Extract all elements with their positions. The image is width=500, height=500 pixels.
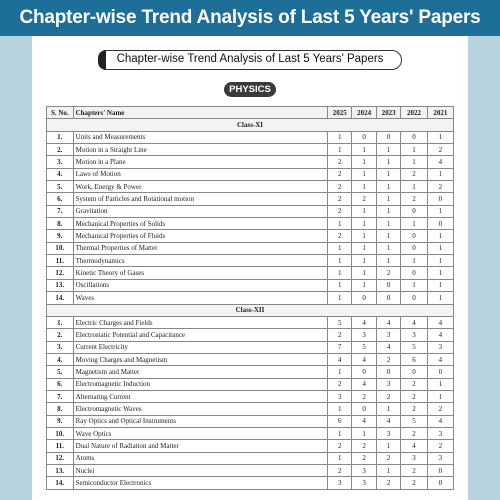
row-year-count: 2 [376, 390, 400, 402]
row-year-count: 0 [401, 292, 427, 304]
row-sno: 9. [47, 230, 74, 242]
row-year-count: 1 [327, 144, 351, 156]
row-year-count: 4 [376, 316, 400, 328]
section-row [47, 119, 454, 131]
row-year-count: 2 [401, 390, 427, 402]
table-row [47, 267, 454, 279]
section-title: Class-XI [47, 119, 454, 131]
row-year-count: 1 [327, 452, 351, 464]
table-row [47, 242, 454, 254]
row-year-count: 2 [327, 193, 351, 205]
row-year-count: 2 [401, 403, 427, 415]
row-year-count: 1 [401, 255, 427, 267]
row-sno: 12. [47, 267, 74, 279]
table-row [47, 181, 454, 193]
row-year-count: 2 [327, 181, 351, 193]
row-year-count: 4 [401, 316, 427, 328]
row-year-count: 1 [427, 378, 453, 390]
row-year-count: 1 [427, 279, 453, 291]
row-year-count: 0 [401, 242, 427, 254]
row-year-count: 2 [427, 144, 453, 156]
row-sno: 11. [47, 440, 74, 452]
row-year-count: 3 [376, 427, 400, 439]
row-year-count: 1 [376, 464, 400, 476]
row-year-count: 4 [352, 316, 376, 328]
row-year-count: 3 [376, 378, 400, 390]
row-year-count: 1 [376, 205, 400, 217]
row-year-count: 0 [376, 366, 400, 378]
row-year-count: 3 [376, 329, 400, 341]
row-year-count: 6 [327, 415, 351, 427]
row-year-count: 1 [376, 168, 400, 180]
row-year-count: 0 [376, 131, 400, 143]
row-chapter-name: Electromagnetic Waves [73, 403, 327, 415]
row-year-count: 1 [401, 279, 427, 291]
row-year-count: 4 [401, 440, 427, 452]
row-year-count: 1 [376, 144, 400, 156]
header-chapter-name: Chapters' Name [73, 107, 327, 119]
row-year-count: 0 [427, 193, 453, 205]
row-year-count: 1 [352, 181, 376, 193]
row-year-count: 1 [427, 255, 453, 267]
row-year-count: 2 [401, 427, 427, 439]
row-sno: 10. [47, 427, 74, 439]
row-year-count: 3 [352, 464, 376, 476]
row-year-count: 4 [427, 353, 453, 365]
row-year-count: 1 [427, 267, 453, 279]
row-sno: 2. [47, 144, 74, 156]
row-year-count: 1 [401, 156, 427, 168]
header-year: 2022 [401, 107, 427, 119]
subtitle: Chapter-wise Trend Analysis of Last 5 Years' Papers [98, 50, 402, 70]
header-year: 2025 [327, 107, 351, 119]
table-row [47, 131, 454, 143]
table-header-row [47, 107, 454, 119]
table-row [47, 205, 454, 217]
row-year-count: 1 [376, 181, 400, 193]
row-year-count: 1 [376, 218, 400, 230]
row-year-count: 1 [352, 267, 376, 279]
table-row [47, 168, 454, 180]
row-chapter-name: Units and Measurements [73, 131, 327, 143]
row-sno: 14. [47, 292, 74, 304]
table-row [47, 193, 454, 205]
row-year-count: 4 [427, 329, 453, 341]
row-year-count: 2 [327, 378, 351, 390]
header-year: 2021 [427, 107, 453, 119]
row-year-count: 1 [427, 292, 453, 304]
row-year-count: 0 [401, 230, 427, 242]
row-year-count: 4 [327, 353, 351, 365]
row-chapter-name: Thermal Properties of Matter [73, 242, 327, 254]
row-year-count: 0 [352, 292, 376, 304]
row-year-count: 2 [427, 403, 453, 415]
row-year-count: 4 [427, 156, 453, 168]
row-year-count: 1 [376, 403, 400, 415]
row-chapter-name: Wave Optics [73, 427, 327, 439]
row-sno: 7. [47, 205, 74, 217]
row-year-count: 1 [327, 279, 351, 291]
row-chapter-name: Atoms [73, 452, 327, 464]
table-row [47, 279, 454, 291]
row-sno: 10. [47, 242, 74, 254]
row-sno: 3. [47, 156, 74, 168]
row-year-count: 2 [327, 440, 351, 452]
row-year-count: 2 [327, 205, 351, 217]
row-sno: 11. [47, 255, 74, 267]
row-sno: 14. [47, 477, 74, 489]
row-year-count: 3 [401, 452, 427, 464]
row-year-count: 1 [352, 144, 376, 156]
header-year: 2023 [376, 107, 400, 119]
row-chapter-name: Nuclei [73, 464, 327, 476]
row-sno: 13. [47, 464, 74, 476]
table-row [47, 390, 454, 402]
trend-table [46, 106, 454, 490]
row-year-count: 2 [427, 181, 453, 193]
row-sno: 8. [47, 403, 74, 415]
row-sno: 5. [47, 366, 74, 378]
subtitle-accent [98, 50, 106, 70]
row-year-count: 2 [352, 440, 376, 452]
row-year-count: 1 [352, 255, 376, 267]
row-chapter-name: Kinetic Theory of Gases [73, 267, 327, 279]
table-row [47, 156, 454, 168]
table-row [47, 440, 454, 452]
row-year-count: 1 [327, 427, 351, 439]
row-year-count: 6 [401, 353, 427, 365]
row-year-count: 1 [327, 131, 351, 143]
table-row [47, 464, 454, 476]
row-year-count: 1 [352, 205, 376, 217]
row-year-count: 4 [352, 415, 376, 427]
row-year-count: 1 [376, 255, 400, 267]
row-year-count: 0 [401, 366, 427, 378]
row-year-count: 1 [376, 156, 400, 168]
table-row [47, 378, 454, 390]
table-row [47, 329, 454, 341]
row-sno: 4. [47, 168, 74, 180]
row-chapter-name: Moving Charges and Magnetism [73, 353, 327, 365]
row-year-count: 2 [401, 464, 427, 476]
row-year-count: 1 [327, 242, 351, 254]
row-chapter-name: Current Electricity [73, 341, 327, 353]
row-year-count: 1 [352, 168, 376, 180]
row-sno: 7. [47, 390, 74, 402]
row-year-count: 0 [376, 292, 400, 304]
row-year-count: 1 [401, 144, 427, 156]
row-sno: 5. [47, 181, 74, 193]
row-sno: 1. [47, 316, 74, 328]
header-year: 2024 [352, 107, 376, 119]
row-year-count: 2 [352, 390, 376, 402]
row-chapter-name: Dual Nature of Radiation and Matter [73, 440, 327, 452]
row-sno: 6. [47, 193, 74, 205]
row-year-count: 3 [427, 427, 453, 439]
row-year-count: 1 [427, 242, 453, 254]
row-year-count: 7 [327, 341, 351, 353]
row-year-count: 3 [352, 329, 376, 341]
table-row [47, 255, 454, 267]
row-year-count: 1 [352, 242, 376, 254]
row-year-count: 3 [401, 329, 427, 341]
table-row [47, 415, 454, 427]
row-sno: 12. [47, 452, 74, 464]
document-page [32, 36, 468, 500]
table-row [47, 341, 454, 353]
row-year-count: 1 [376, 230, 400, 242]
row-year-count: 2 [401, 378, 427, 390]
row-year-count: 1 [427, 390, 453, 402]
row-chapter-name: Laws of Motion [73, 168, 327, 180]
row-year-count: 2 [376, 477, 400, 489]
banner-title: Chapter-wise Trend Analysis of Last 5 Years' Papers [0, 0, 500, 36]
row-year-count: 4 [352, 378, 376, 390]
table-row [47, 403, 454, 415]
row-year-count: 0 [401, 131, 427, 143]
row-year-count: 2 [376, 353, 400, 365]
row-chapter-name: Oscillations [73, 279, 327, 291]
row-chapter-name: Motion in a Plane [73, 156, 327, 168]
row-year-count: 1 [327, 267, 351, 279]
row-chapter-name: Semiconductor Electronics [73, 477, 327, 489]
row-year-count: 1 [327, 403, 351, 415]
row-year-count: 2 [376, 452, 400, 464]
row-chapter-name: Mechanical Properties of Fluids [73, 230, 327, 242]
row-chapter-name: Electric Charges and Fields [73, 316, 327, 328]
row-year-count: 4 [376, 415, 400, 427]
row-chapter-name: Alternating Current [73, 390, 327, 402]
row-year-count: 1 [352, 279, 376, 291]
row-year-count: 1 [327, 292, 351, 304]
row-year-count: 5 [327, 316, 351, 328]
row-year-count: 0 [352, 366, 376, 378]
row-year-count: 1 [376, 242, 400, 254]
table-row [47, 452, 454, 464]
row-sno: 6. [47, 378, 74, 390]
row-year-count: 3 [327, 390, 351, 402]
row-sno: 8. [47, 218, 74, 230]
row-sno: 1. [47, 131, 74, 143]
row-chapter-name: Electromagnetic Induction [73, 378, 327, 390]
row-year-count: 2 [327, 464, 351, 476]
section-row [47, 304, 454, 316]
row-year-count: 1 [376, 193, 400, 205]
row-year-count: 0 [352, 403, 376, 415]
row-year-count: 2 [376, 267, 400, 279]
row-year-count: 2 [401, 477, 427, 489]
row-year-count: 4 [427, 415, 453, 427]
table-row [47, 316, 454, 328]
row-year-count: 1 [352, 427, 376, 439]
row-year-count: 0 [352, 131, 376, 143]
row-year-count: 5 [401, 415, 427, 427]
table-row [47, 218, 454, 230]
header-sno: S. No. [47, 107, 74, 119]
row-year-count: 0 [401, 267, 427, 279]
row-chapter-name: Magnetism and Matter [73, 366, 327, 378]
row-year-count: 4 [352, 353, 376, 365]
row-year-count: 1 [401, 181, 427, 193]
row-year-count: 2 [352, 452, 376, 464]
table-body [47, 119, 454, 489]
row-year-count: 2 [327, 230, 351, 242]
section-title: Class-XII [47, 304, 454, 316]
row-year-count: 0 [427, 218, 453, 230]
table-row [47, 144, 454, 156]
row-chapter-name: Ray Optics and Optical Instruments [73, 415, 327, 427]
row-year-count: 3 [352, 477, 376, 489]
table-row [47, 427, 454, 439]
row-year-count: 4 [376, 341, 400, 353]
row-year-count: 1 [427, 131, 453, 143]
row-year-count: 2 [327, 168, 351, 180]
table-row [47, 353, 454, 365]
row-year-count: 3 [427, 341, 453, 353]
row-year-count: 2 [352, 193, 376, 205]
row-year-count: 1 [352, 230, 376, 242]
row-chapter-name: Waves [73, 292, 327, 304]
row-chapter-name: Electrostatic Potential and Capacitance [73, 329, 327, 341]
row-year-count: 1 [427, 168, 453, 180]
row-year-count: 0 [376, 279, 400, 291]
table-row [47, 477, 454, 489]
row-sno: 13. [47, 279, 74, 291]
row-year-count: 5 [352, 341, 376, 353]
table-row [47, 366, 454, 378]
row-chapter-name: Work, Energy & Power [73, 181, 327, 193]
row-year-count: 1 [376, 440, 400, 452]
row-year-count: 2 [427, 440, 453, 452]
row-year-count: 1 [327, 255, 351, 267]
row-year-count: 1 [352, 156, 376, 168]
row-year-count: 0 [427, 464, 453, 476]
row-sno: 4. [47, 353, 74, 365]
row-year-count: 0 [427, 477, 453, 489]
row-year-count: 2 [401, 168, 427, 180]
row-year-count: 1 [352, 218, 376, 230]
row-chapter-name: Motion in a Straight Line [73, 144, 327, 156]
row-year-count: 3 [427, 452, 453, 464]
row-chapter-name: Mechanical Properties of Solids [73, 218, 327, 230]
row-year-count: 0 [427, 366, 453, 378]
row-chapter-name: System of Particles and Rotational motion [73, 193, 327, 205]
row-sno: 2. [47, 329, 74, 341]
row-year-count: 1 [327, 218, 351, 230]
row-year-count: 0 [401, 205, 427, 217]
table-row [47, 292, 454, 304]
row-sno: 9. [47, 415, 74, 427]
row-year-count: 2 [401, 193, 427, 205]
row-year-count: 2 [327, 329, 351, 341]
row-year-count: 5 [401, 341, 427, 353]
subject-badge: PHYSICS [224, 82, 276, 97]
table-row [47, 230, 454, 242]
row-chapter-name: Thermodynamics [73, 255, 327, 267]
row-year-count: 3 [327, 477, 351, 489]
row-year-count: 1 [427, 205, 453, 217]
row-year-count: 1 [427, 230, 453, 242]
row-chapter-name: Gravitation [73, 205, 327, 217]
row-sno: 3. [47, 341, 74, 353]
row-year-count: 4 [427, 316, 453, 328]
row-year-count: 2 [327, 156, 351, 168]
row-year-count: 1 [327, 366, 351, 378]
row-year-count: 1 [401, 218, 427, 230]
